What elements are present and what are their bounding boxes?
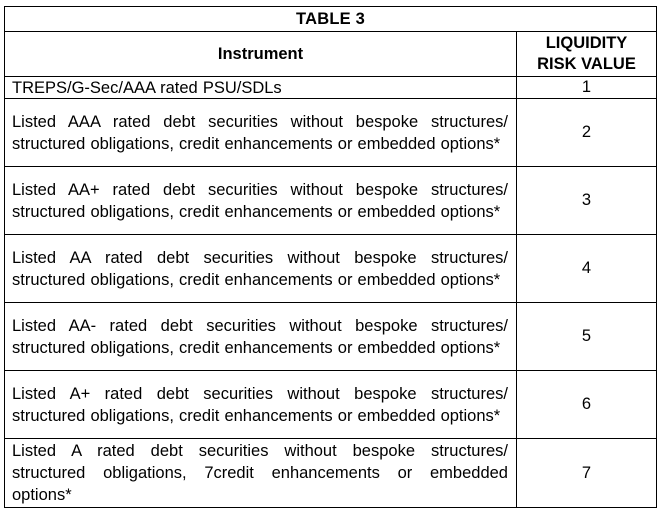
liquidity-value-cell: 6 (517, 371, 657, 439)
liquidity-value-cell: 3 (517, 167, 657, 235)
liquidity-value-cell: 7 (517, 439, 657, 508)
liquidity-value-cell: 4 (517, 235, 657, 303)
table-row (5, 99, 657, 167)
instrument-cell: Listed AAA rated debt securities without bespoke structures/ structured obligations, credit enhancements or embedded options* (5, 99, 517, 167)
header-liquidity-line1: LIQUIDITY (545, 34, 628, 52)
instrument-cell: Listed A rated debt securities without bespoke structures/ structured obligations, 7credit enhancements or embedded options* (5, 439, 517, 508)
header-instrument: Instrument (5, 32, 517, 77)
header-liquidity-risk-value (517, 32, 657, 77)
liquidity-value-cell: 5 (517, 303, 657, 371)
table-title: TABLE 3 (5, 7, 657, 32)
table-row (5, 235, 657, 303)
table-row (5, 371, 657, 439)
table-title-row (5, 7, 657, 32)
liquidity-value-cell: 1 (517, 77, 657, 99)
header-liquidity-line2: RISK VALUE (537, 55, 636, 73)
instrument-cell: Listed AA+ rated debt securities without bespoke structures/ structured obligations, credit enhancements or embedded options* (5, 167, 517, 235)
instrument-cell: Listed A+ rated debt securities without bespoke structures/ structured obligations, credit enhancements or embedded options* (5, 371, 517, 439)
table-row (5, 77, 657, 99)
table-row (5, 439, 657, 508)
table-row (5, 303, 657, 371)
instrument-cell: Listed AA rated debt securities without bespoke structures/ structured obligations, credit enhancements or embedded options* (5, 235, 517, 303)
table-header-row (5, 32, 657, 77)
liquidity-value-cell: 2 (517, 99, 657, 167)
instrument-cell: Listed AA- rated debt securities without bespoke structures/ structured obligations, credit enhancements or embedded options* (5, 303, 517, 371)
table-row (5, 167, 657, 235)
instrument-cell: TREPS/G-Sec/AAA rated PSU/SDLs (5, 77, 517, 99)
liquidity-risk-table (4, 6, 657, 508)
